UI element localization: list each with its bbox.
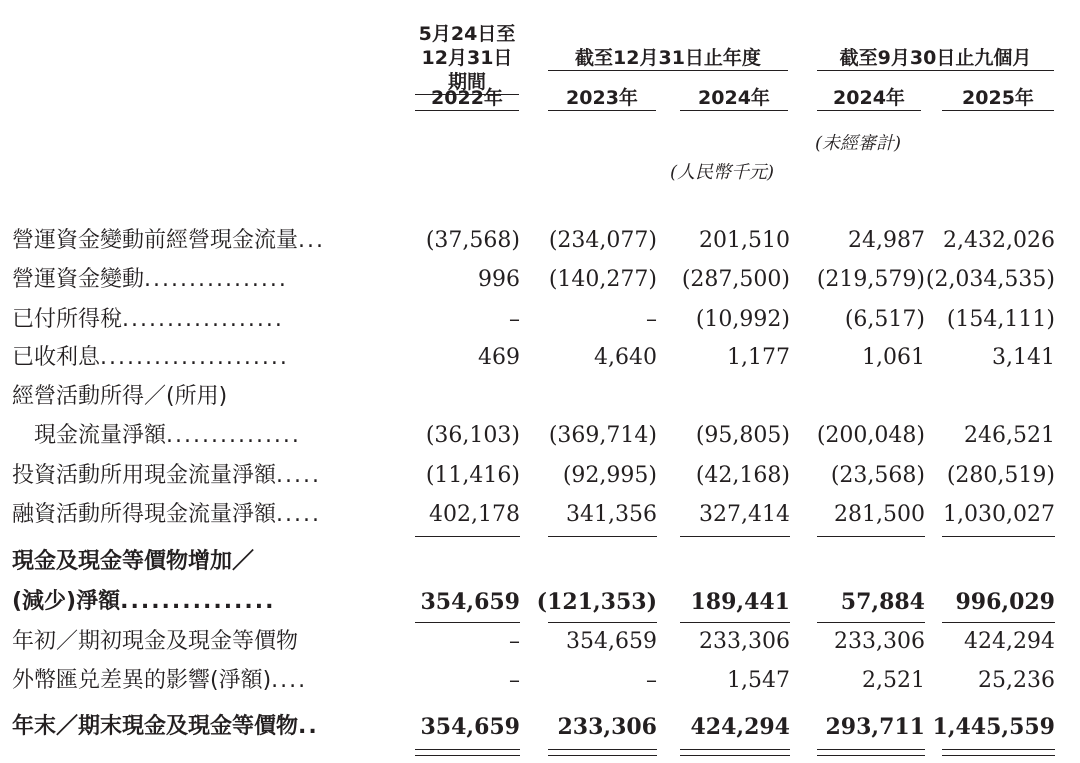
value-cell: 2,521 [862, 668, 925, 693]
row-label [12, 627, 382, 657]
row-label-text: 已付所得稅 [12, 307, 123, 332]
row-label-text: 融資活動所得現金流量淨額 [12, 502, 277, 527]
subtotal-rule [817, 536, 925, 537]
value-cell: – [646, 307, 657, 332]
value-cell: – [509, 668, 520, 693]
row-label [12, 500, 382, 530]
value-cell: 3,141 [992, 345, 1055, 370]
total-rule [415, 622, 520, 623]
value-cell: – [646, 668, 657, 693]
grand-total-double-rule-bottom [942, 755, 1055, 756]
value-cell: 281,500 [834, 502, 925, 527]
grand-total-double-rule-bottom [817, 755, 925, 756]
unaudited-note: (未經審計) [815, 133, 902, 154]
value-cell: (37,568) [425, 228, 520, 253]
row-label-text: 現金流量淨額 [12, 423, 167, 448]
row-label-text: 經營活動所得／(所用) [12, 384, 228, 409]
row-label [12, 587, 382, 617]
year-header-2025-9m: 2025年 [942, 86, 1054, 111]
leader-dots: ..... [276, 463, 321, 488]
value-cell: (280,519) [946, 463, 1055, 488]
row-label [12, 712, 382, 742]
leader-dots: ..................... [100, 345, 289, 370]
currency-note: (人民幣千元) [670, 162, 775, 183]
value-cell: 341,356 [566, 502, 657, 527]
total-rule [548, 622, 657, 623]
nine-month-group-header: 截至9月30日止九個月 [817, 46, 1054, 71]
fiscal-year-group-header: 截至12月31日止年度 [548, 46, 788, 71]
leader-dots: ................ [144, 267, 288, 292]
value-cell: (140,277) [548, 267, 657, 292]
value-cell: (11,416) [425, 463, 520, 488]
value-cell: 233,306 [834, 629, 925, 654]
value-cell: 1,030,027 [943, 502, 1055, 527]
value-cell: 996 [478, 267, 520, 292]
grand-total-double-rule-bottom [415, 755, 520, 756]
row-label [12, 421, 382, 451]
leader-dots: ............... [166, 423, 301, 448]
row-label-text: 營運資金變動前經營現金流量 [12, 228, 299, 253]
row-label-text: (減少)淨額 [12, 589, 121, 614]
leader-dots: .. [298, 714, 319, 739]
row-label [12, 265, 382, 295]
leader-dots: ............... [120, 589, 276, 614]
value-cell: 327,414 [699, 502, 790, 527]
value-cell: (10,992) [695, 307, 790, 332]
value-cell: 1,061 [862, 345, 925, 370]
value-cell: (287,500) [681, 267, 790, 292]
leader-dots: .................. [122, 307, 284, 332]
total-rule [680, 622, 790, 623]
value-cell: 354,659 [420, 714, 520, 740]
value-cell: 246,521 [964, 423, 1055, 448]
leader-dots: ... [298, 228, 325, 253]
value-cell: 25,236 [978, 668, 1055, 693]
row-label [12, 666, 382, 696]
row-label-text: 年末／期末現金及現金等價物 [12, 714, 299, 739]
value-cell: 189,441 [690, 589, 790, 615]
year-header-2022: 2022年 [415, 86, 519, 111]
row-label-text: 投資活動所用現金流量淨額 [12, 463, 277, 488]
subtotal-rule [548, 536, 657, 537]
year-header-2024-fy: 2024年 [680, 86, 788, 111]
subtotal-rule [415, 536, 520, 537]
row-label [12, 461, 382, 491]
value-cell: 4,640 [594, 345, 657, 370]
year-header-2023: 2023年 [548, 86, 656, 111]
value-cell: 2,432,026 [943, 228, 1055, 253]
value-cell: (23,568) [830, 463, 925, 488]
row-label-text: 年初／期初現金及現金等價物 [12, 629, 299, 654]
row-label-text: 營運資金變動 [12, 267, 145, 292]
value-cell: (42,168) [695, 463, 790, 488]
total-rule [817, 622, 925, 623]
value-cell: (234,077) [548, 228, 657, 253]
period-2022-line2: 12月31日期間 [421, 47, 513, 93]
value-cell: – [509, 307, 520, 332]
value-cell: 424,294 [964, 629, 1055, 654]
grand-total-double-rule-bottom [680, 755, 790, 756]
period-2022-header [415, 22, 519, 95]
row-label [12, 382, 382, 412]
value-cell: 233,306 [557, 714, 657, 740]
value-cell: (154,111) [946, 307, 1055, 332]
value-cell: 469 [478, 345, 520, 370]
value-cell: 354,659 [566, 629, 657, 654]
value-cell: 233,306 [699, 629, 790, 654]
row-label [12, 547, 382, 577]
total-rule [942, 622, 1055, 623]
value-cell: 1,177 [727, 345, 790, 370]
leader-dots: .... [271, 668, 308, 693]
value-cell: 1,445,559 [932, 714, 1055, 740]
row-label-text: 外幣匯兑差異的影響(淨額) [12, 668, 272, 693]
value-cell: (369,714) [548, 423, 657, 448]
value-cell: 293,711 [825, 714, 925, 740]
value-cell: (121,353) [536, 589, 657, 615]
row-label [12, 343, 382, 373]
row-label [12, 305, 382, 335]
grand-total-double-rule-bottom [548, 755, 657, 756]
value-cell: 402,178 [429, 502, 520, 527]
grand-total-double-rule-top [942, 749, 1055, 750]
value-cell: 424,294 [690, 714, 790, 740]
value-cell: (219,579) [816, 267, 925, 292]
year-header-2024-9m: 2024年 [817, 86, 921, 111]
value-cell: 24,987 [848, 228, 925, 253]
row-label-text: 已收利息 [12, 345, 101, 370]
value-cell: 1,547 [727, 668, 790, 693]
value-cell: 57,884 [840, 589, 925, 615]
value-cell: – [509, 629, 520, 654]
row-label-text: 現金及現金等價物增加／ [12, 549, 255, 574]
value-cell: (2,034,535) [925, 267, 1055, 292]
subtotal-rule [680, 536, 790, 537]
leader-dots: ..... [276, 502, 321, 527]
value-cell: (200,048) [816, 423, 925, 448]
grand-total-double-rule-top [680, 749, 790, 750]
period-2022-line1: 5月24日至 [418, 23, 516, 45]
value-cell: (6,517) [844, 307, 925, 332]
grand-total-double-rule-top [817, 749, 925, 750]
value-cell: (36,103) [425, 423, 520, 448]
value-cell: (95,805) [695, 423, 790, 448]
value-cell: 354,659 [420, 589, 520, 615]
subtotal-rule [942, 536, 1055, 537]
value-cell: (92,995) [562, 463, 657, 488]
grand-total-double-rule-top [548, 749, 657, 750]
value-cell: 201,510 [699, 228, 790, 253]
grand-total-double-rule-top [415, 749, 520, 750]
row-label [12, 226, 382, 256]
value-cell: 996,029 [955, 589, 1055, 615]
